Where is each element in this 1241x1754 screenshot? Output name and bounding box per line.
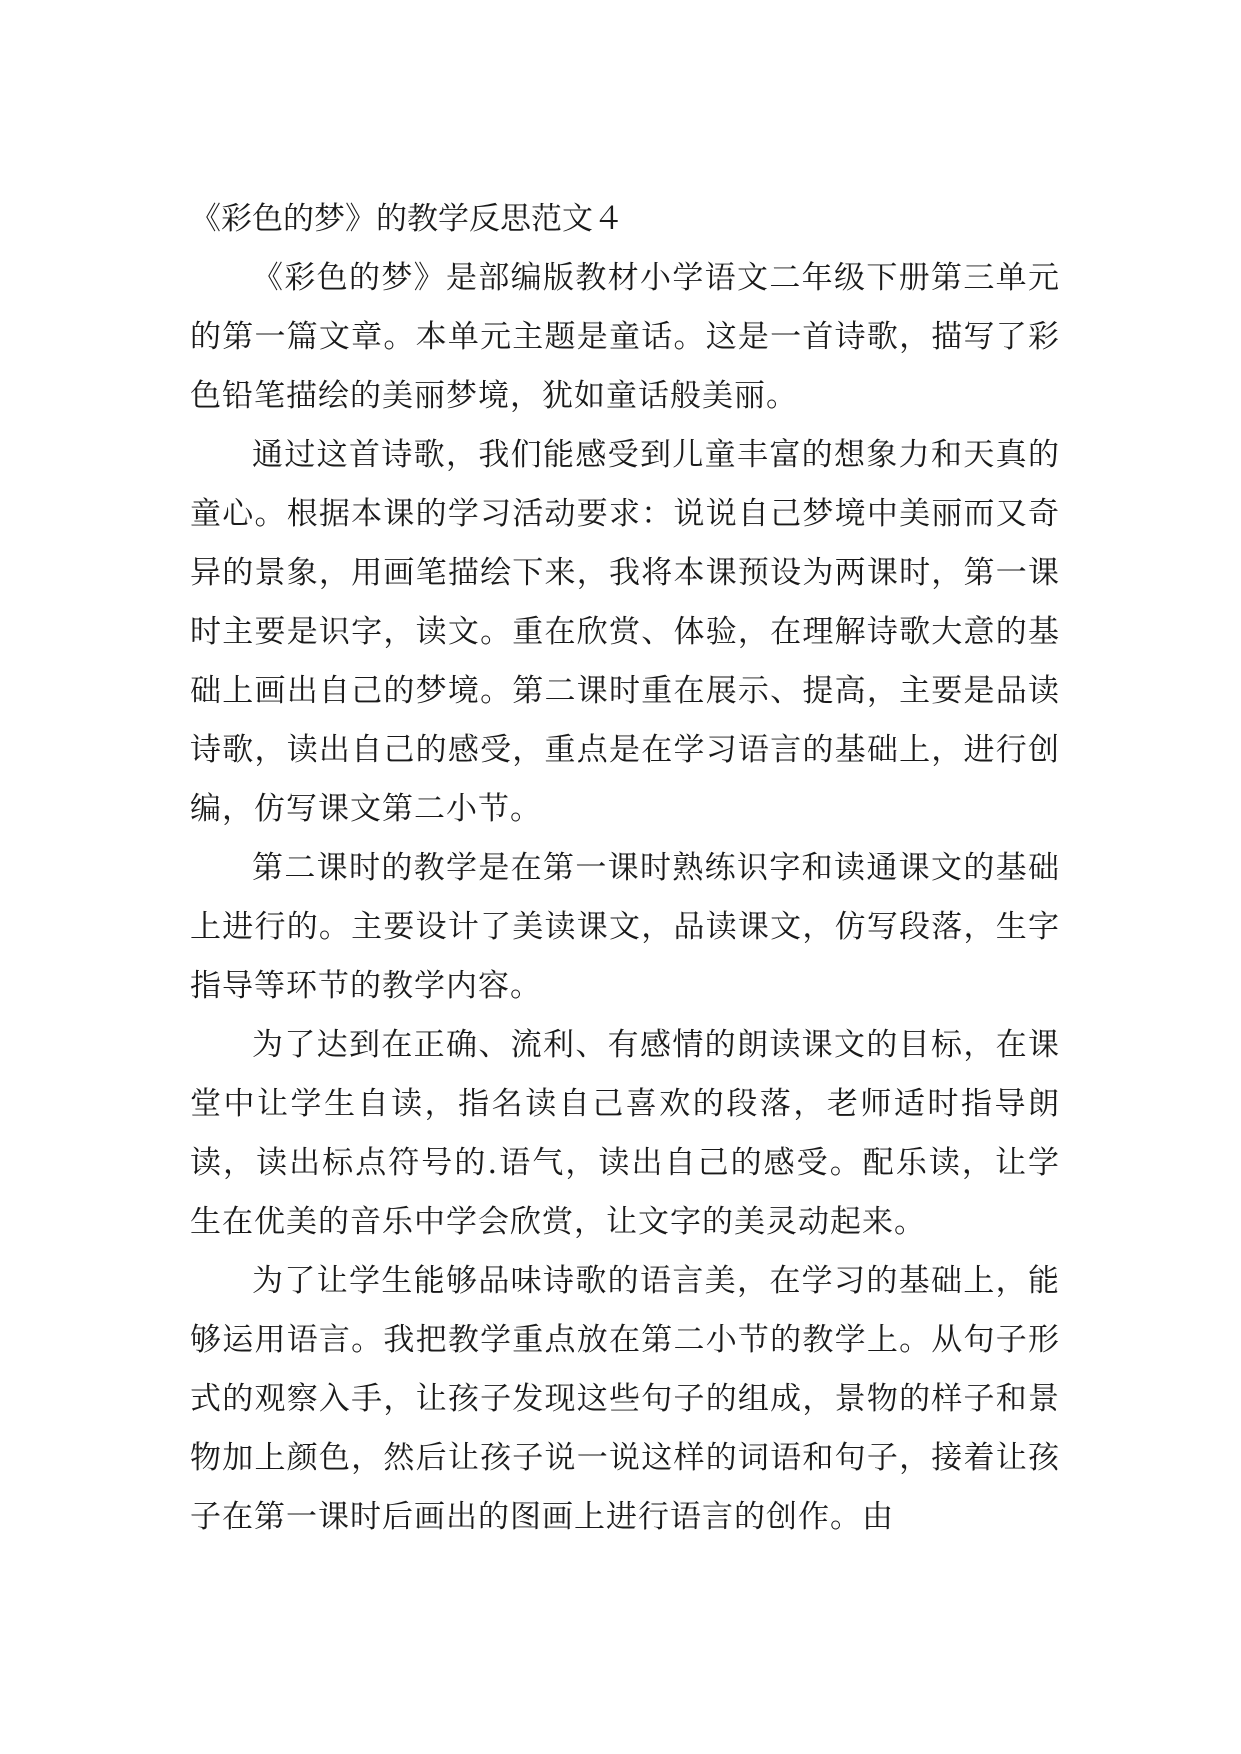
paragraph-5: 为了让学生能够品味诗歌的语言美，在学习的基础上，能够运用语言。我把教学重点放在第二小节的教学上。从句子形式的观察入手，让孩子发现这些句子的组成，景物的样子和景物加上颜色，然后让孩子说一说这样的词语和句子，接着让孩子在第一课时后画出的图画上进行语言的创作。由 (190, 1263, 1060, 1535)
paragraph-3: 第二课时的教学是在第一课时熟练识字和读通课文的基础上进行的。主要设计了美读课文，品读课文，仿写段落，生字指导等环节的教学内容。 (190, 850, 1060, 1004)
paragraph-1: 《彩色的梦》是部编版教材小学语文二年级下册第三单元的第一篇文章。本单元主题是童话。这是一首诗歌，描写了彩色铅笔描绘的美丽梦境，犹如童话般美丽。 (190, 260, 1060, 414)
paragraph-2: 通过这首诗歌，我们能感受到儿童丰富的想象力和天真的童心。根据本课的学习活动要求：说说自己梦境中美丽而又奇异的景象，用画笔描绘下来，我将本课预设为两课时，第一课时主要是识字，读文。重在欣赏、体验，在理解诗歌大意的基础上画出自己的梦境。第二课时重在展示、提高，主要是品读诗歌，读出自己的感受，重点是在学习语言的基础上，进行创编，仿写课文第二小节。 (190, 437, 1060, 827)
document-body (190, 190, 1060, 1547)
paragraph-4: 为了达到在正确、流利、有感情的朗读课文的目标，在课堂中让学生自读，指名读自己喜欢的段落，老师适时指导朗读，读出标点符号的.语气，读出自己的感受。配乐读，让学生在优美的音乐中学会欣赏，让文字的美灵动起来。 (190, 1027, 1060, 1240)
document-title: 《彩色的梦》的教学反思范文４ (190, 201, 624, 237)
